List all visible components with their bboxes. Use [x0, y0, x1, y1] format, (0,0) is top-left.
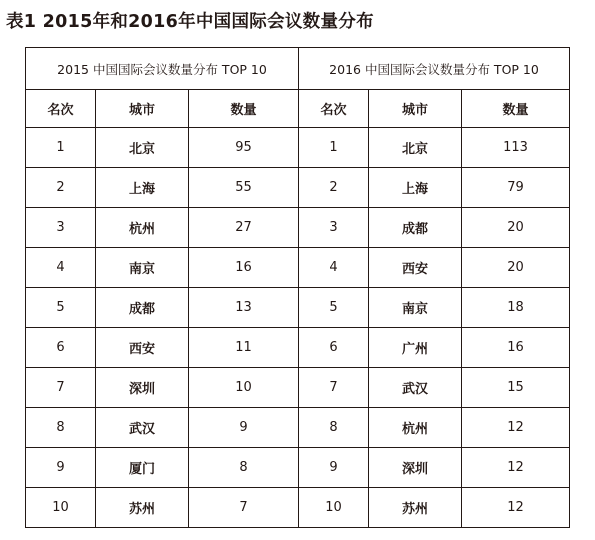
column-header-row	[26, 90, 570, 128]
count-cell-2015: 95	[189, 128, 299, 168]
city-cell-2015: 北京	[96, 128, 189, 168]
count-cell-2015: 8	[189, 448, 299, 488]
column-header-city-2016: 城市	[369, 90, 462, 128]
table-row	[26, 168, 570, 208]
city-cell-2015: 杭州	[96, 208, 189, 248]
rank-cell-2015: 3	[26, 208, 96, 248]
city-cell-2015: 成都	[96, 288, 189, 328]
count-cell-2015: 27	[189, 208, 299, 248]
rank-cell-2015: 9	[26, 448, 96, 488]
rank-cell-2016: 8	[299, 408, 369, 448]
count-cell-2015: 13	[189, 288, 299, 328]
city-cell-2015: 南京	[96, 248, 189, 288]
column-header-rank-2015: 名次	[26, 90, 96, 128]
column-header-city-2015: 城市	[96, 90, 189, 128]
group-header-row	[26, 48, 570, 90]
table-row	[26, 408, 570, 448]
table-row	[26, 488, 570, 528]
group-header-2016: 2016 中国国际会议数量分布 TOP 10	[299, 48, 570, 90]
rank-cell-2016: 7	[299, 368, 369, 408]
count-cell-2016: 15	[462, 368, 570, 408]
city-cell-2016: 上海	[369, 168, 462, 208]
rank-cell-2015: 2	[26, 168, 96, 208]
city-cell-2015: 厦门	[96, 448, 189, 488]
rank-cell-2015: 6	[26, 328, 96, 368]
column-header-count-2016: 数量	[462, 90, 570, 128]
conference-table	[25, 47, 570, 528]
table-body	[26, 48, 570, 528]
count-cell-2015: 7	[189, 488, 299, 528]
rank-cell-2015: 5	[26, 288, 96, 328]
count-cell-2015: 10	[189, 368, 299, 408]
rank-cell-2016: 5	[299, 288, 369, 328]
rank-cell-2015: 1	[26, 128, 96, 168]
city-cell-2016: 杭州	[369, 408, 462, 448]
count-cell-2016: 20	[462, 208, 570, 248]
table-row	[26, 328, 570, 368]
rank-cell-2016: 9	[299, 448, 369, 488]
city-cell-2016: 成都	[369, 208, 462, 248]
count-cell-2016: 20	[462, 248, 570, 288]
city-cell-2016: 广州	[369, 328, 462, 368]
table-row	[26, 288, 570, 328]
column-header-rank-2016: 名次	[299, 90, 369, 128]
city-cell-2015: 武汉	[96, 408, 189, 448]
count-cell-2016: 18	[462, 288, 570, 328]
rank-cell-2016: 4	[299, 248, 369, 288]
count-cell-2016: 79	[462, 168, 570, 208]
city-cell-2015: 上海	[96, 168, 189, 208]
count-cell-2016: 12	[462, 408, 570, 448]
rank-cell-2015: 8	[26, 408, 96, 448]
count-cell-2016: 12	[462, 448, 570, 488]
table-row	[26, 368, 570, 408]
count-cell-2016: 16	[462, 328, 570, 368]
table-title: 表1 2015年和2016年中国国际会议数量分布	[6, 12, 374, 32]
rank-cell-2016: 6	[299, 328, 369, 368]
table-row	[26, 208, 570, 248]
count-cell-2016: 113	[462, 128, 570, 168]
column-header-count-2015: 数量	[189, 90, 299, 128]
city-cell-2015: 西安	[96, 328, 189, 368]
city-cell-2016: 武汉	[369, 368, 462, 408]
count-cell-2015: 9	[189, 408, 299, 448]
count-cell-2015: 11	[189, 328, 299, 368]
count-cell-2016: 12	[462, 488, 570, 528]
city-cell-2016: 西安	[369, 248, 462, 288]
city-cell-2016: 北京	[369, 128, 462, 168]
rank-cell-2015: 7	[26, 368, 96, 408]
city-cell-2016: 苏州	[369, 488, 462, 528]
rank-cell-2015: 10	[26, 488, 96, 528]
rank-cell-2016: 2	[299, 168, 369, 208]
city-cell-2016: 深圳	[369, 448, 462, 488]
rank-cell-2016: 3	[299, 208, 369, 248]
table-row	[26, 128, 570, 168]
table-row	[26, 248, 570, 288]
city-cell-2015: 苏州	[96, 488, 189, 528]
city-cell-2015: 深圳	[96, 368, 189, 408]
table-row	[26, 448, 570, 488]
count-cell-2015: 55	[189, 168, 299, 208]
count-cell-2015: 16	[189, 248, 299, 288]
rank-cell-2016: 1	[299, 128, 369, 168]
rank-cell-2015: 4	[26, 248, 96, 288]
city-cell-2016: 南京	[369, 288, 462, 328]
group-header-2015: 2015 中国国际会议数量分布 TOP 10	[26, 48, 299, 90]
rank-cell-2016: 10	[299, 488, 369, 528]
